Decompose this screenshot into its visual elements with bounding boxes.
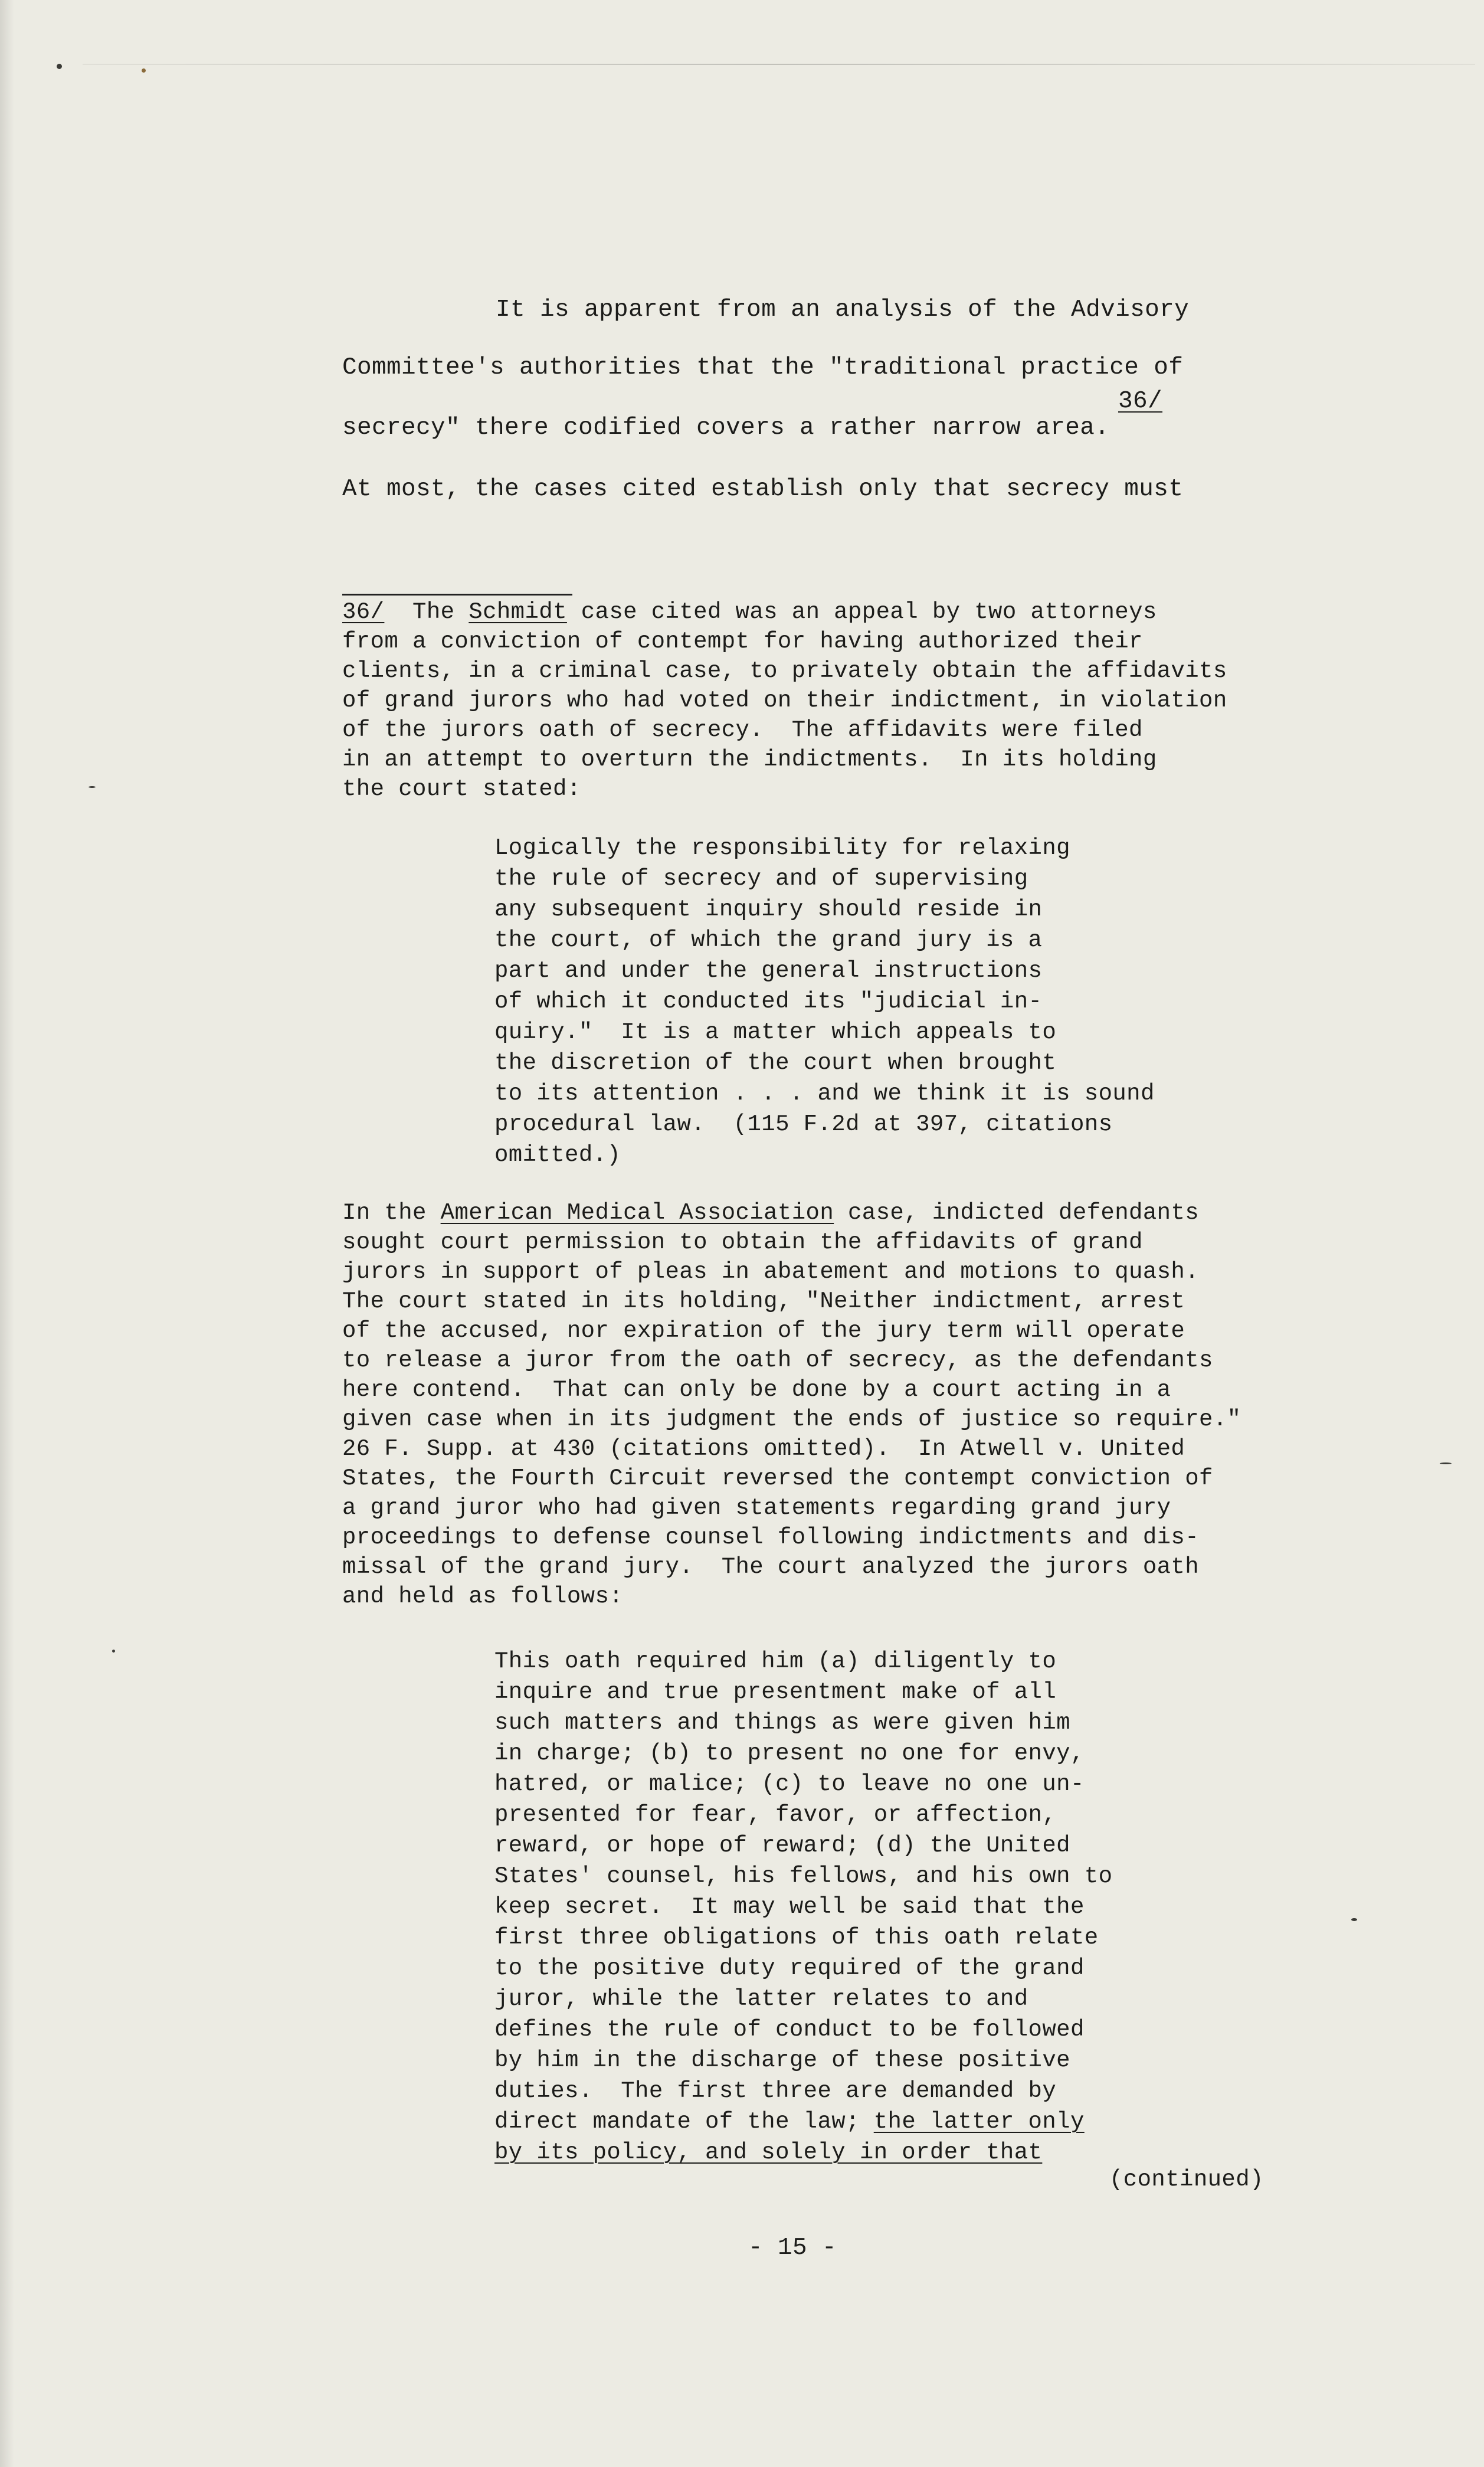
- ama-lead: In the: [342, 1200, 427, 1226]
- quote-line: reward, or hope of reward; (d) the United: [494, 1833, 1070, 1859]
- quote-line: presented for fear, favor, or affection,: [494, 1802, 1057, 1828]
- quote-line: any subsequent inquiry should reside in: [494, 897, 1043, 922]
- footnote-line: the court stated:: [342, 776, 581, 802]
- scan-speck: [89, 786, 96, 788]
- quote-line: of which it conducted its "judicial in-: [494, 989, 1043, 1015]
- quote-line: hatred, or malice; (c) to leave no one un-: [494, 1771, 1085, 1797]
- ama-line: 26 F. Supp. at 430 (citations omitted). In Atwell v. United: [342, 1436, 1185, 1462]
- ama-first-line: [342, 1198, 1199, 1228]
- quote-line: to its attention . . . and we think it is sound: [494, 1081, 1155, 1107]
- ama-line: missal of the grand jury. The court analyzed the jurors oath: [342, 1554, 1200, 1580]
- body-line: secrecy" there codified covers a rather narrow area.: [342, 414, 1110, 441]
- footnote-line: clients, in a criminal case, to privately obtain the affidavits: [342, 658, 1227, 684]
- scan-top-line: [83, 64, 1475, 65]
- ama-line: a grand juror who had given statements regarding grand jury: [342, 1495, 1171, 1521]
- ama-line1-rest: case, indicted defendants: [847, 1200, 1200, 1226]
- scan-speck: [112, 1650, 115, 1653]
- continued-label: (continued): [1109, 2167, 1264, 2193]
- page-number: - 15 -: [748, 2234, 837, 2262]
- quote-line: by him in the discharge of these positive: [494, 2047, 1070, 2073]
- footnote-separator: [342, 594, 572, 596]
- footnote-line: in an attempt to overturn the indictments. In its holding: [342, 747, 1157, 773]
- quote-line: States' counsel, his fellows, and his own to: [494, 1863, 1113, 1889]
- quote-line: first three obligations of this oath relate: [494, 1925, 1099, 1951]
- ama-line: proceedings to defense counsel following indictments and dis-: [342, 1524, 1200, 1550]
- quote-line: This oath required him (a) diligently to: [494, 1648, 1057, 1674]
- quote-line: defines the rule of conduct to be followed: [494, 2017, 1085, 2043]
- footnote-marker: 36/: [342, 599, 385, 625]
- body-line: Committee's authorities that the "traditional practice of: [342, 354, 1184, 381]
- quote-line: keep secret. It may well be said that the: [494, 1894, 1085, 1920]
- footnote-first-line: [342, 597, 1157, 627]
- ama-line: here contend. That can only be done by a court acting in a: [342, 1377, 1171, 1403]
- ama-line: of the accused, nor expiration of the jury term will operate: [342, 1318, 1185, 1344]
- page-edge-shadow: [0, 0, 14, 2467]
- quote-underlined-line: by its policy, and solely in order that: [494, 2139, 1043, 2165]
- ama-line: States, the Fourth Circuit reversed the contempt conviction of: [342, 1465, 1213, 1491]
- footnote-reference[interactable]: 36/: [1118, 388, 1163, 415]
- ama-line: and held as follows:: [342, 1583, 624, 1609]
- quote-line: the court, of which the grand jury is a: [494, 927, 1043, 953]
- quote-line: part and under the general instructions: [494, 958, 1043, 984]
- case-name-schmidt: Schmidt: [469, 599, 567, 625]
- quote-line-mixed: [494, 2107, 1085, 2136]
- quote-line: to the positive duty required of the grand: [494, 1955, 1085, 1981]
- quote-line: in charge; (b) to present no one for envy,: [494, 1740, 1085, 1766]
- footnote-lead: The: [412, 599, 455, 625]
- quote-line: Logically the responsibility for relaxing: [494, 835, 1070, 861]
- scan-speck: [1351, 1918, 1357, 1921]
- quote-plain-segment: direct mandate of the law;: [494, 2109, 860, 2135]
- ama-line: sought court permission to obtain the affidavits of grand: [342, 1229, 1143, 1255]
- quote-line: juror, while the latter relates to and: [494, 1986, 1028, 2012]
- footnote-line: from a conviction of contempt for having authorized their: [342, 629, 1143, 655]
- quote-line: duties. The first three are demanded by: [494, 2078, 1057, 2104]
- ama-line: The court stated in its holding, "Neither indictment, arrest: [342, 1288, 1185, 1314]
- scan-speck: [1440, 1462, 1452, 1464]
- quote-line: procedural law. (115 F.2d at 397, citations: [494, 1111, 1113, 1137]
- footnote-line: of the jurors oath of secrecy. The affidavits were filed: [342, 717, 1143, 743]
- quote-line: inquire and true presentment make of all: [494, 1679, 1057, 1705]
- quote-line: quiry." It is a matter which appeals to: [494, 1019, 1057, 1045]
- footnote-line: of grand jurors who had voted on their indictment, in violation: [342, 688, 1227, 714]
- scan-speck: [57, 64, 62, 69]
- quote-line: omitted.): [494, 1142, 621, 1168]
- case-name-ama: American Medical Association: [440, 1200, 834, 1226]
- quote-line: the rule of secrecy and of supervising: [494, 866, 1028, 892]
- ama-line: to release a juror from the oath of secrecy, as the defendants: [342, 1347, 1213, 1373]
- body-line: At most, the cases cited establish only that secrecy must: [342, 476, 1184, 503]
- footnote-line1-rest: case cited was an appeal by two attorneys: [581, 599, 1157, 625]
- scan-speck: [142, 68, 146, 73]
- quote-underlined-segment: the latter only: [873, 2109, 1085, 2135]
- body-line: It is apparent from an analysis of the Advisory: [496, 296, 1190, 323]
- ama-line: jurors in support of pleas in abatement and motions to quash.: [342, 1259, 1200, 1285]
- quote-line: the discretion of the court when brought: [494, 1050, 1057, 1076]
- ama-line: given case when in its judgment the ends of justice so require.": [342, 1406, 1241, 1432]
- quote-line: such matters and things as were given him: [494, 1710, 1070, 1736]
